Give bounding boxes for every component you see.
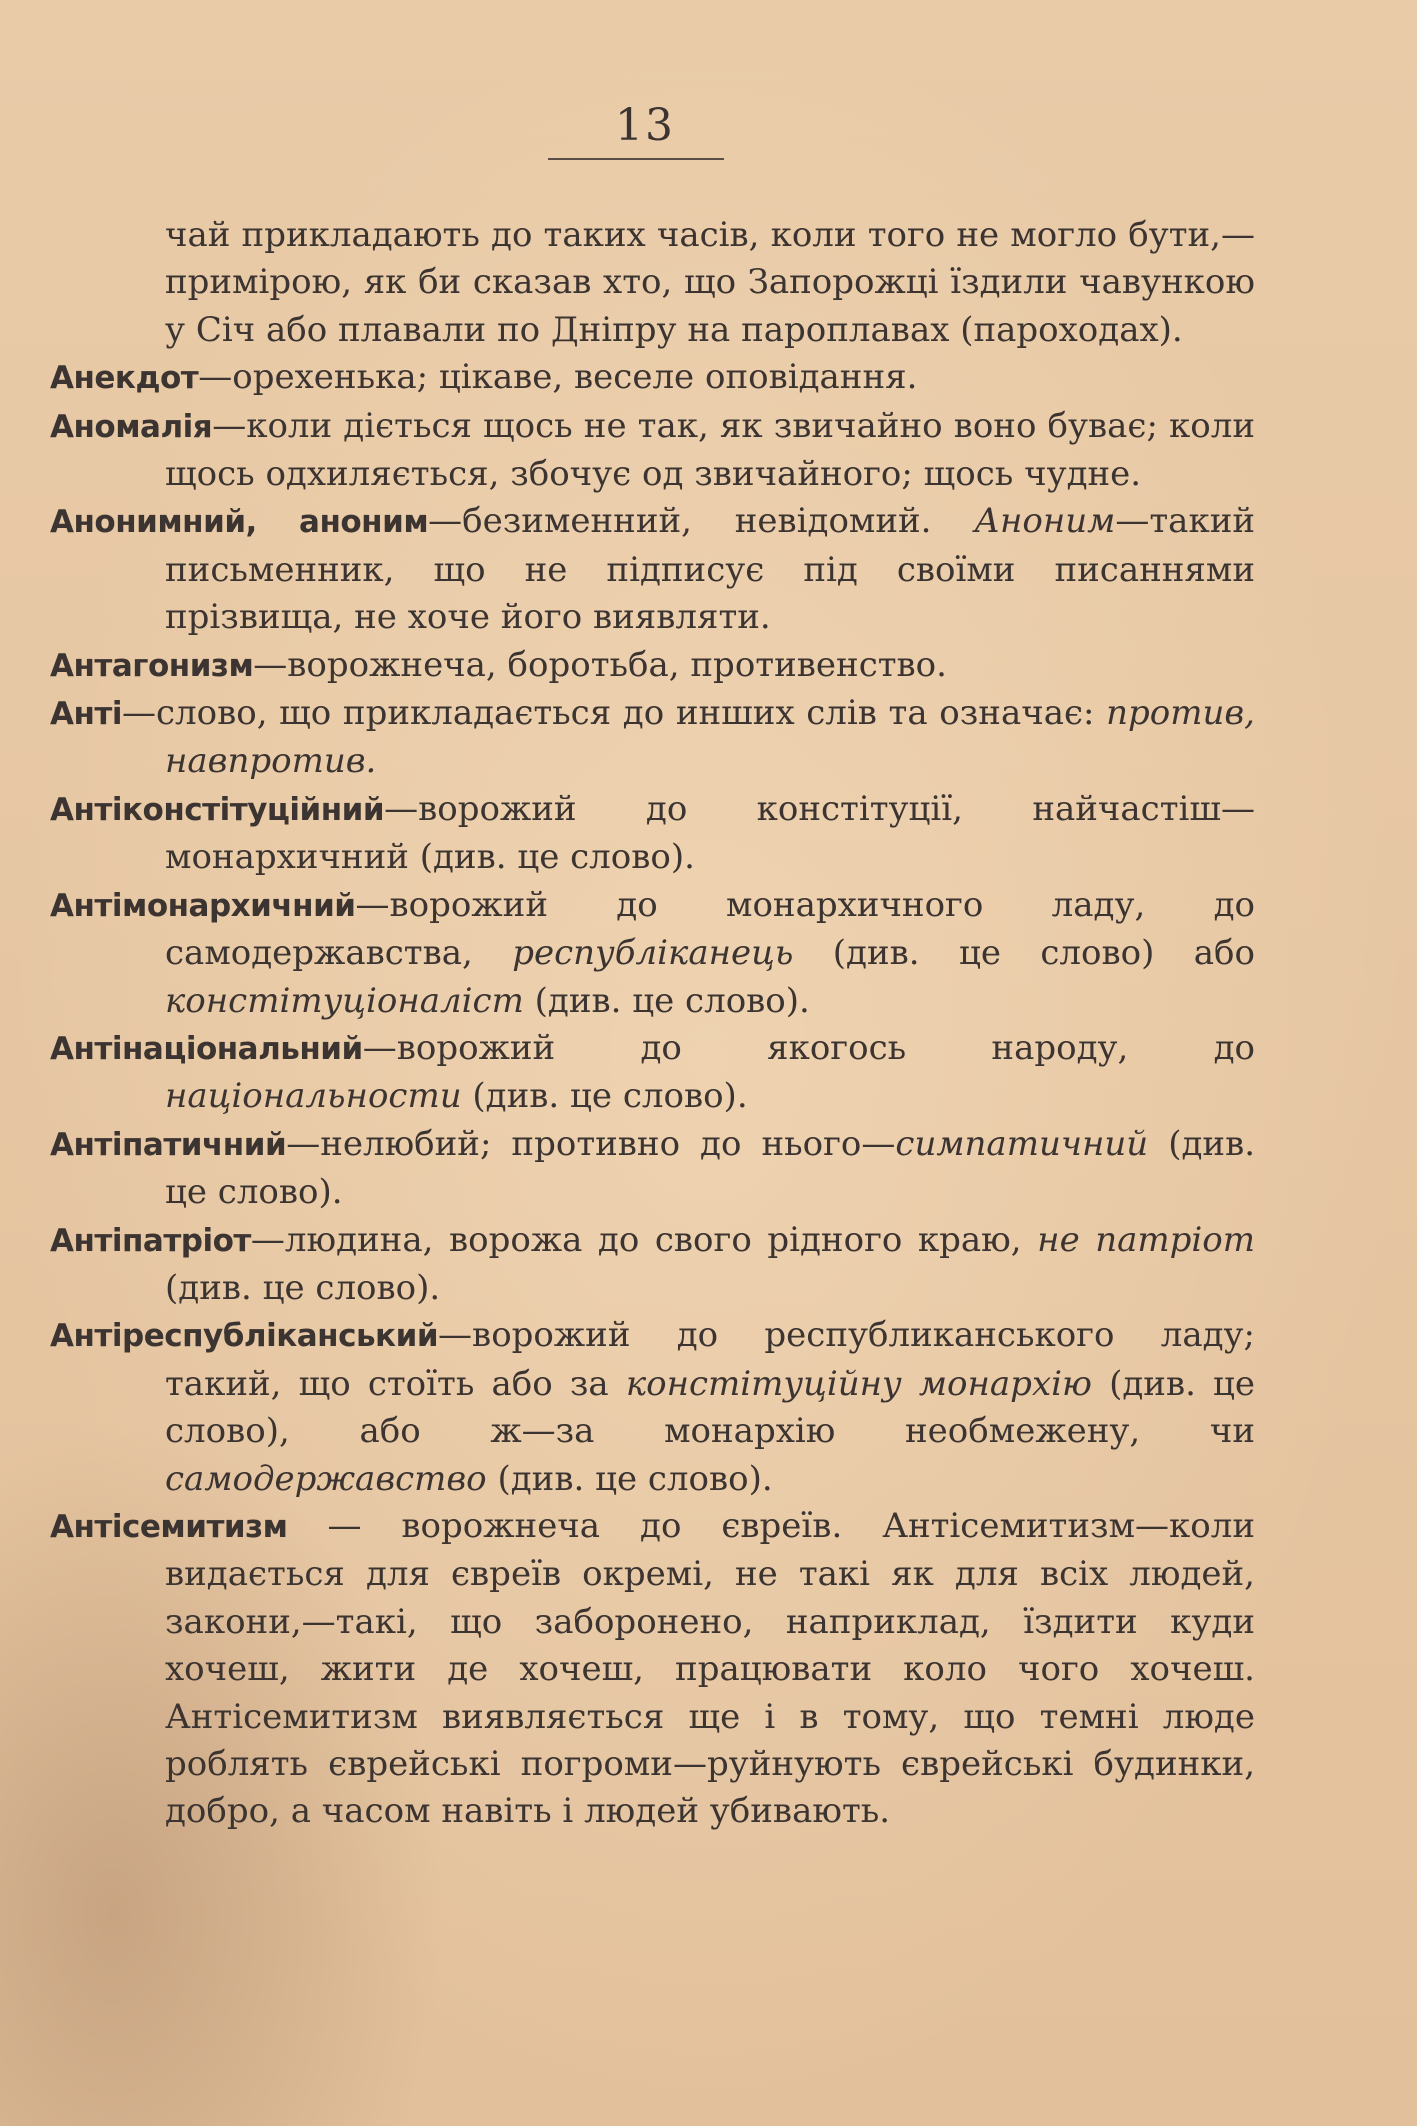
definition: —людина, ворожа до свого рідного краю, <box>250 1219 1022 1260</box>
italic-term: против, навпротив. <box>165 693 1255 782</box>
definition: (див. це слово), або ж—за монархію необмежену, чи <box>165 1363 1256 1452</box>
entry-antikonstytutsiinyi <box>50 786 1255 882</box>
headword: Антагонизм <box>50 647 254 684</box>
headword: Антіконстітуційний <box>50 791 385 828</box>
italic-term: самодержавство <box>165 1458 487 1499</box>
italic-term: не патріот <box>1037 1219 1255 1260</box>
entry-antirespublikanskyi <box>50 1312 1255 1503</box>
definition: (див. це слово) або <box>832 933 1255 974</box>
headword: Антісемитизм <box>50 1508 288 1545</box>
italic-term: констітуціоналіст <box>165 980 524 1021</box>
entry-antipatychnyi <box>50 1121 1255 1217</box>
entry-antisemytyzm <box>50 1503 1255 1836</box>
entry-anekdot <box>50 354 1255 402</box>
italic-term: симпатичний <box>895 1123 1149 1164</box>
italic-term: республіканець <box>512 933 794 974</box>
entry-antimonarkhychnyi <box>50 882 1255 1025</box>
definition: —нелюбий; противно до нього— <box>286 1123 896 1164</box>
headword: Антінаціональний <box>50 1030 363 1067</box>
definition: —ворожий до монархичного ладу, до самодержавства, <box>165 884 1255 974</box>
entry-antahonyzm <box>50 642 1255 690</box>
definition: —орехенька; цікаве, веселе оповідання. <box>198 357 918 398</box>
entry-anti <box>50 690 1255 786</box>
headword: Антіреспубліканський <box>50 1318 439 1355</box>
italic-term: національности <box>165 1076 462 1117</box>
entry-anomaliia <box>50 403 1255 499</box>
definition: —ворожнеча, боротьба, противенство. <box>253 644 947 685</box>
entry-antinatsionalnyi <box>50 1025 1255 1121</box>
definition: — ворожнеча до євреїв. Антісемитизм—коли видається для євреїв окремі, не такі як для всіх людей, закони,—такі, що заборонено, наприклад, їздити куди хочеш, жити де хочеш, працювати коло чого хочеш. Антісемитизм виявляється ще і в тому, що темні люде роблять єврейські погроми—руйнують єврейські будинки, добро, а часом навіть і людей убивають. <box>165 1505 1255 1832</box>
definition: —безименний, невідомий. <box>428 501 932 542</box>
italic-term: констітуційну монархію <box>625 1363 1092 1404</box>
headword: Антіпатичний <box>50 1126 287 1163</box>
headword: Анті <box>50 696 123 733</box>
headword: Антімонархичний <box>50 887 356 924</box>
italic-term: Аноним <box>974 501 1116 542</box>
entry-antipatriot <box>50 1217 1255 1313</box>
headword: Антіпатріот <box>50 1222 251 1259</box>
entry-anonymnyi <box>50 498 1255 641</box>
definition: (див. це слово). <box>534 980 810 1021</box>
definition: (див. це слово). <box>497 1458 773 1499</box>
definition: (див. це слово). <box>165 1123 1256 1213</box>
definition: —ворожий до республиканського ладу; такий, що стоїть або за <box>165 1315 1255 1404</box>
definition: —ворожий до констітуції, найчастіш—монархичний (див. це слово). <box>165 788 1255 878</box>
page-number-rule <box>548 158 724 160</box>
definition: (див. це слово). <box>472 1076 748 1117</box>
continuation-paragraph: чай прикладають до таких часів, коли того не могло бути,—примірою, як би сказав хто, що Запорожці їздили чавункою у Січ або плавали по Дніпру на пароплавах (пароходах). <box>165 215 1255 350</box>
headword: Анекдот <box>50 360 199 397</box>
definition: —слово, що прикладається до инших слів та означає: <box>122 693 1095 734</box>
headword: Аномалія <box>50 408 213 445</box>
definition: —ворожий до якогось народу, до <box>362 1027 1255 1068</box>
definition: —коли діється щось не так, як звичайно воно буває; коли щось одхиляється, збочує од звичайного; щось чудне. <box>165 405 1255 495</box>
headword: Анонимний, аноним <box>50 504 429 541</box>
definition: —такий письменник, що не підписує під своїми писаннями прізвища, не хоче його виявляти. <box>165 501 1256 638</box>
page-number: 13 <box>615 100 675 151</box>
page-body <box>50 212 1255 1836</box>
definition: (див. це слово). <box>165 1267 441 1308</box>
